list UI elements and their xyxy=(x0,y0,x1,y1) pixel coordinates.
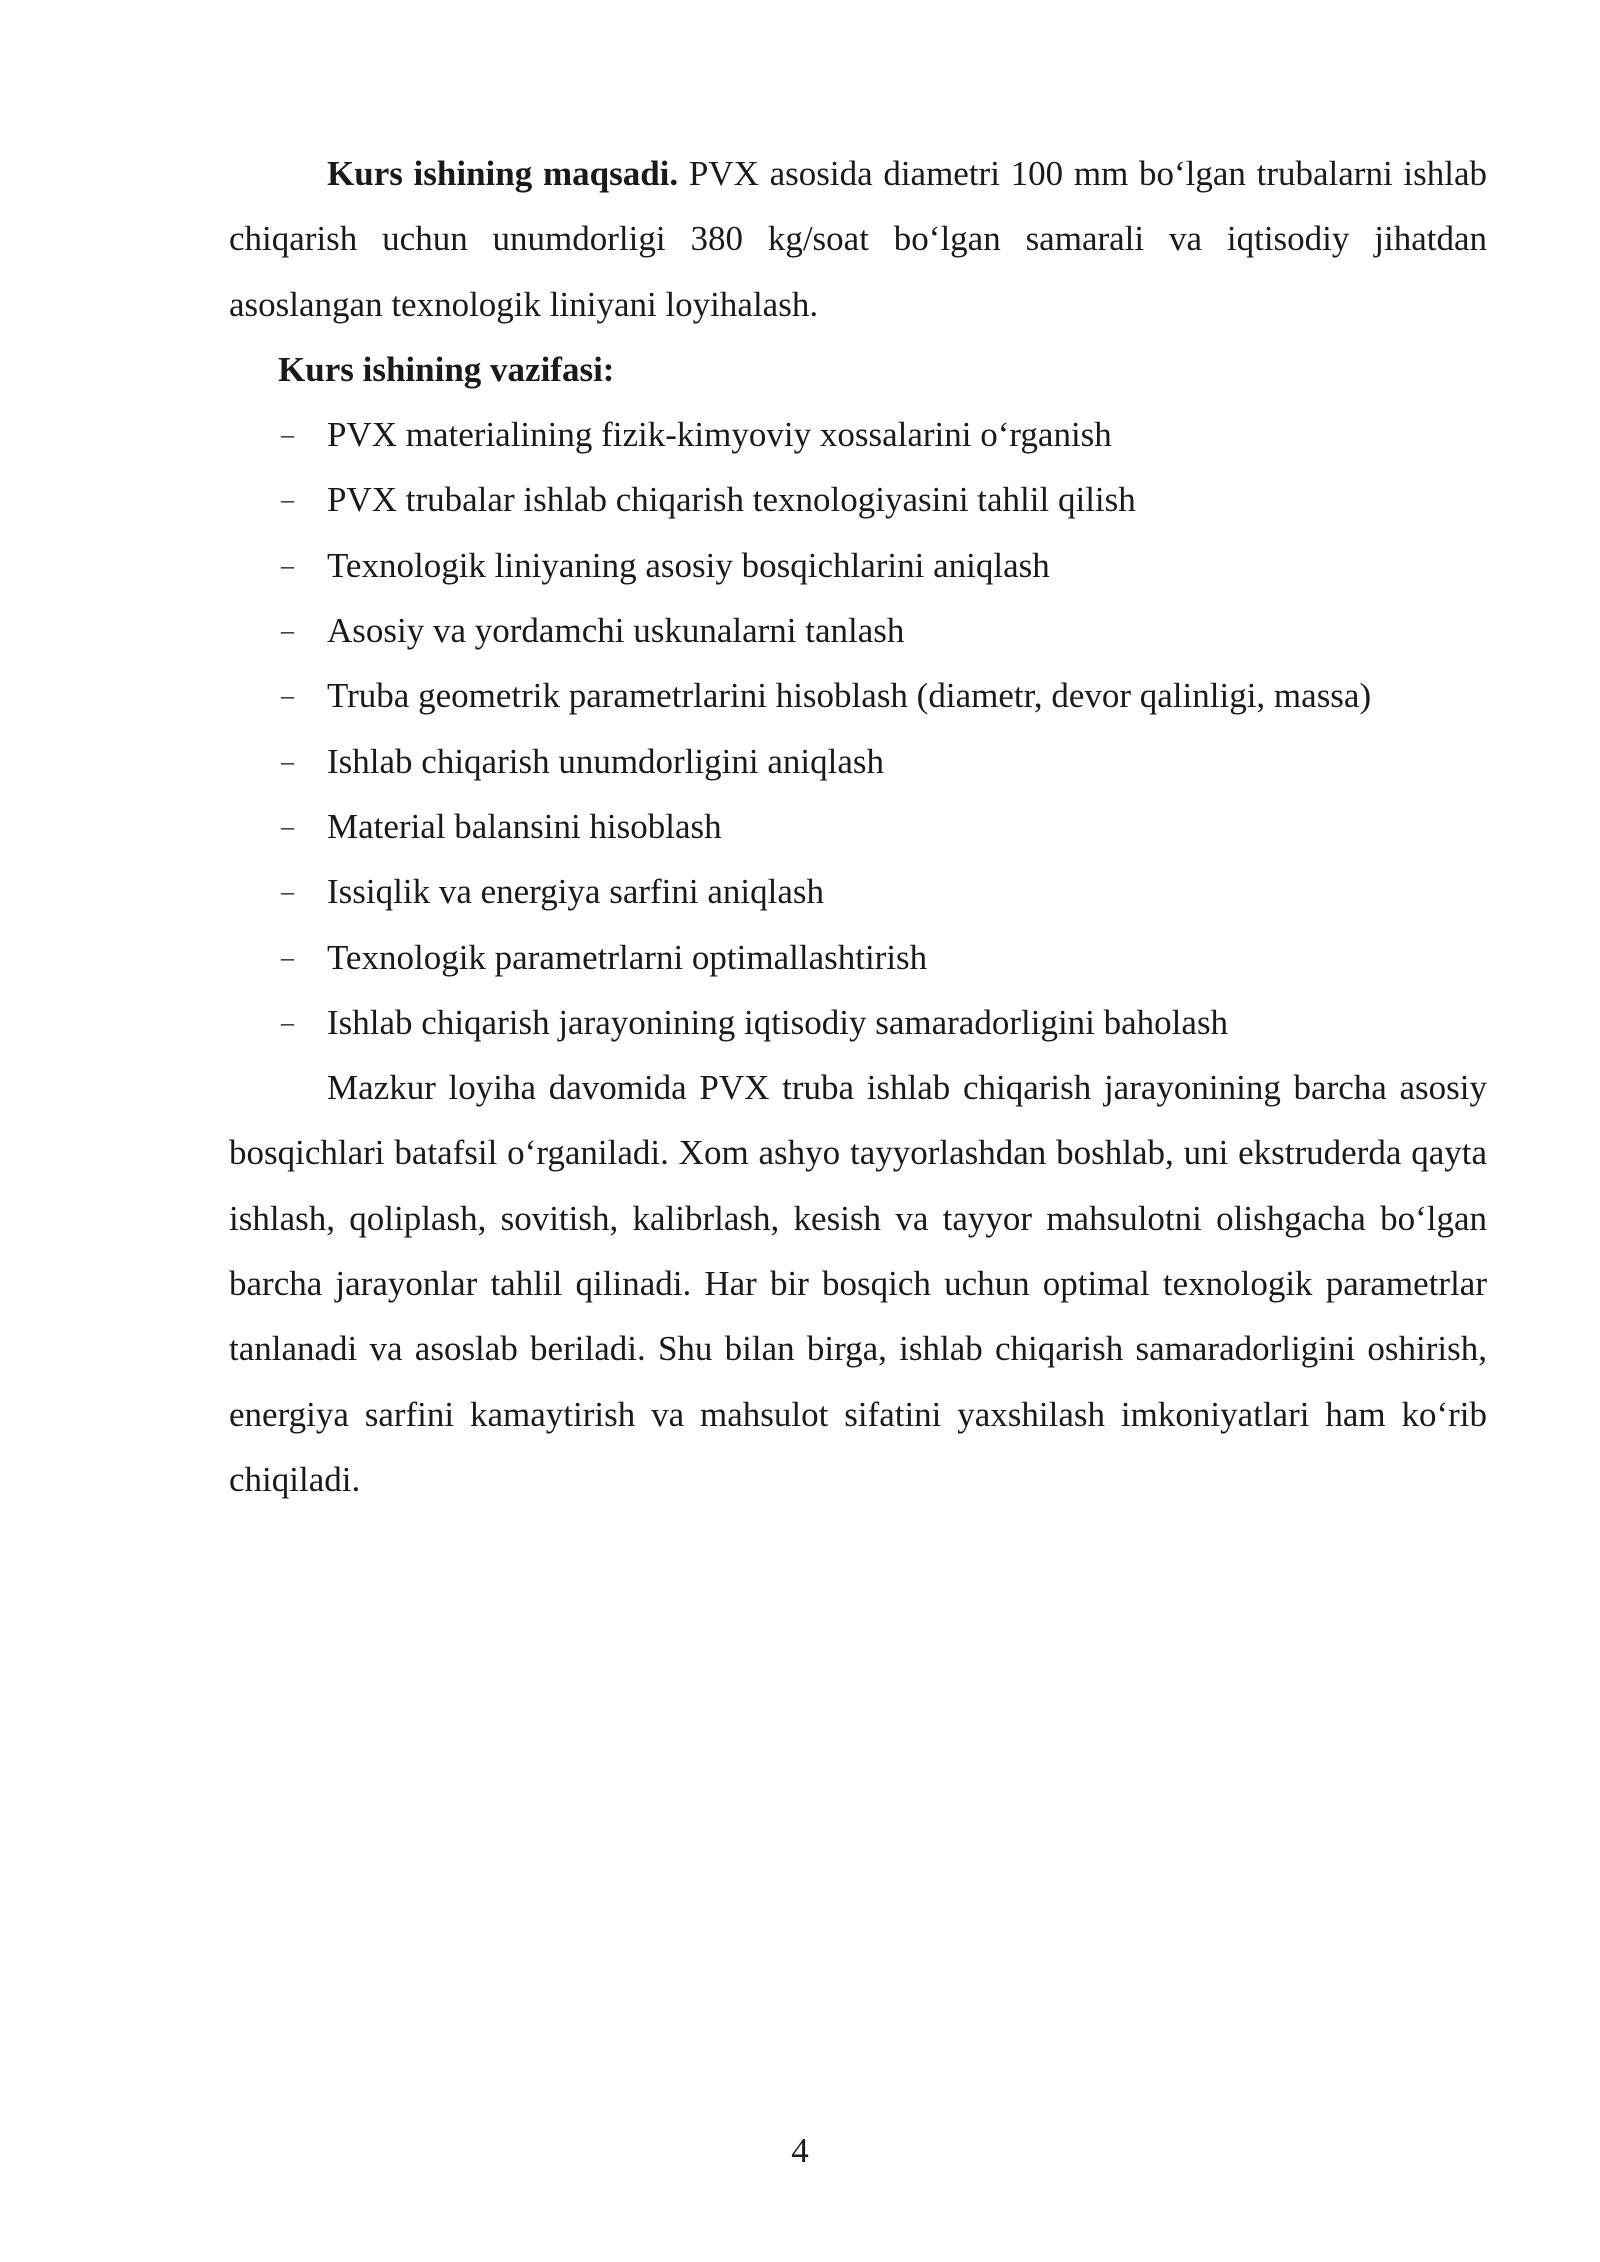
page-body xyxy=(229,141,1487,1512)
list-item xyxy=(229,859,1487,924)
tasks-heading: Kurs ishining vazifasi: xyxy=(278,349,615,389)
dash-bullet: – xyxy=(281,681,294,711)
task-text: Material balansini hisoblash xyxy=(327,806,722,846)
task-text: PVX materialining fizik-kimyoviy xossalarini o‘rganish xyxy=(327,415,1112,455)
tasks-list xyxy=(229,402,1487,1055)
task-text: Texnologik parametrlarni optimallashtirish xyxy=(327,937,928,977)
dash-bullet: – xyxy=(281,420,294,450)
list-item xyxy=(229,533,1487,598)
task-text: Ishlab chiqarish jarayonining iqtisodiy samaradorligini baholash xyxy=(327,1002,1229,1042)
list-item xyxy=(229,990,1487,1055)
dash-bullet: – xyxy=(281,485,294,515)
dash-bullet: – xyxy=(281,1007,294,1037)
task-text: Asosiy va yordamchi uskunalarni tanlash xyxy=(327,611,905,651)
task-text: Texnologik liniyaning asosiy bosqichlarini aniqlash xyxy=(327,545,1050,585)
task-text: Issiqlik va energiya sarfini aniqlash xyxy=(327,872,825,912)
purpose-paragraph xyxy=(229,141,1487,337)
task-text: Truba geometrik parametrlarini hisoblash (diametr, devor qalinligi, massa) xyxy=(327,676,1372,716)
dash-bullet: – xyxy=(281,942,294,972)
task-text: Ishlab chiqarish unumdorligini aniqlash xyxy=(327,741,884,781)
list-item xyxy=(229,467,1487,532)
purpose-text: PVX asosida diametri 100 mm bo‘lgan trubalarni ishlab chiqarish uchun unumdorligi 380 kg/soat bo‘lgan samarali va iqtisodiy jihatdan asoslangan texnologik liniyani loyihalash. xyxy=(229,154,1487,324)
list-item xyxy=(229,729,1487,794)
list-item xyxy=(229,598,1487,663)
summary-paragraph: Mazkur loyiha davomida PVX truba ishlab chiqarish jarayonining barcha asosiy bosqichlari batafsil o‘rganiladi. Xom ashyo tayyorlashdan boshlab, uni ekstruderda qayta ishlash, qoliplash, sovitish, kalibrlash, kesish va tayyor mahsulotni olishgacha bo‘lgan barcha jarayonlar tahlil qilinadi. Har bir bosqich uchun optimal texnologik parametrlar tanlanadi va asoslab beriladi. Shu bilan birga, ishlab chiqarish samaradorligini oshirish, energiya sarfini kamaytirish va mahsulot sifatini yaxshilash imkoniyatlari ham ko‘rib chiqiladi. xyxy=(229,1068,1487,1499)
list-item xyxy=(229,402,1487,467)
task-text: PVX trubalar ishlab chiqarish texnologiyasini tahlil qilish xyxy=(327,480,1136,520)
dash-bullet: – xyxy=(281,877,294,907)
dash-bullet: – xyxy=(281,811,294,841)
purpose-heading: Kurs ishining maqsadi. xyxy=(327,154,679,193)
dash-bullet: – xyxy=(281,746,294,776)
dash-bullet: – xyxy=(281,550,294,580)
dash-bullet: – xyxy=(281,616,294,646)
list-item xyxy=(229,794,1487,859)
list-item xyxy=(229,663,1487,728)
list-item xyxy=(229,925,1487,990)
page-number: 4 xyxy=(791,2131,809,2170)
